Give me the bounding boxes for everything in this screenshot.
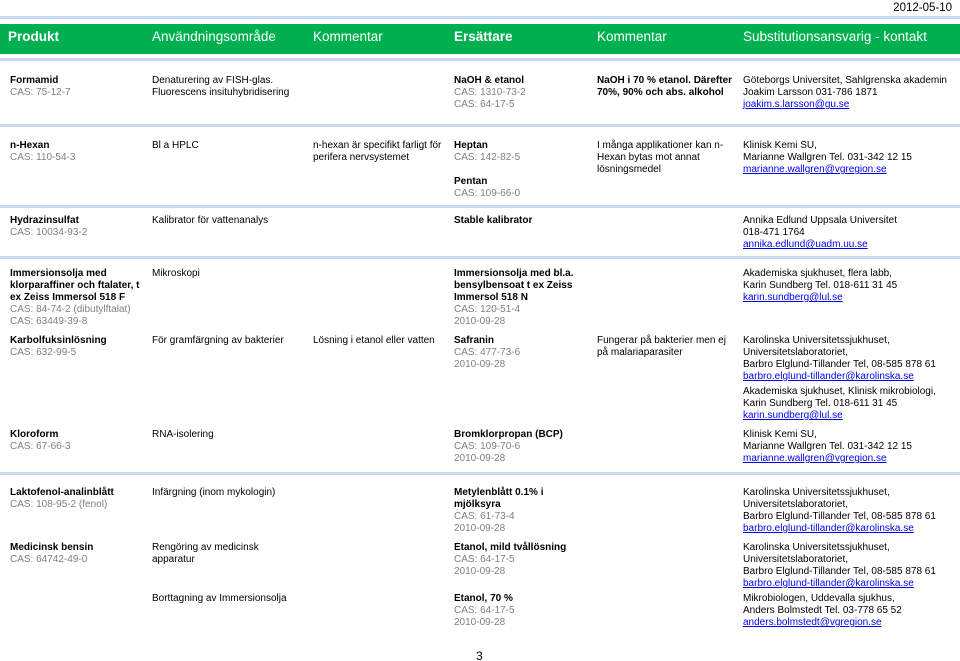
- row-3-produkt-cas: CAS: 10034-93-2: [10, 227, 88, 238]
- row-7-produkt: Laktofenol-analinblått: [10, 487, 114, 498]
- row-4-ersattare: Immersionsolja med bl.a. bensylbensoat t ex Zeiss Immersol 518 N: [454, 268, 574, 303]
- row-2-email-link[interactable]: marianne.wallgren@vgregion.se: [743, 164, 887, 175]
- row-6-ersattare: Bromklorpropan (BCP): [454, 429, 563, 440]
- row-1-kontakt: Göteborgs Universitet, Sahlgrenska akademin: [743, 75, 947, 86]
- row-2-kommentar-1: n-hexan är specifikt farligt för perifera nervsystemet: [313, 140, 442, 163]
- row-4-kontakt: Akademiska sjukhuset, flera labb,: [743, 268, 892, 279]
- row-2-kommentar-2: I många applikationer kan n-Hexan bytas mot annat lösningsmedel: [597, 140, 724, 175]
- row-2-ersattare: Heptan: [454, 140, 488, 151]
- row-separator: [0, 205, 960, 208]
- row-2-ersattare-2: Pentan: [454, 176, 488, 187]
- row-7-kontakt: Karolinska Universitetssjukhuset,: [743, 487, 890, 498]
- row-5-kontakt-3: Barbro Elglund-Tillander Tel, 08-585 878 61: [743, 359, 936, 370]
- row-1-email-link[interactable]: joakim.s.larsson@gu.se: [743, 99, 850, 110]
- row-7-ersattare: Metylenblått 0.1% i mjölksyra: [454, 487, 544, 510]
- row-5-anvandning: För gramfärgning av bakterier: [152, 335, 284, 346]
- row-7-kontakt-3: Barbro Elglund-Tillander Tel, 08-585 878 61: [743, 511, 936, 522]
- row-2-kontakt-2: Marianne Wallgren Tel. 031-342 12 15: [743, 152, 912, 163]
- row-8-ersattare-date: 2010-09-28: [454, 566, 506, 577]
- row-5-kommentar-2: Fungerar på bakterier men ej på malariaparasiter: [597, 335, 726, 358]
- row-5-kontakt: Karolinska Universitetssjukhuset,: [743, 335, 890, 346]
- row-9-anvandning: Borttagning av Immersionsolja: [152, 593, 287, 604]
- row-7-ersattare-cas: CAS: 61-73-4: [454, 511, 515, 522]
- row-5-produkt: Karbolfuksinlösning: [10, 335, 107, 346]
- document-date: 2012-05-10: [893, 2, 952, 14]
- row-9-ersattare: Etanol, 70 %: [454, 593, 513, 604]
- row-2-kontakt: Klinisk Kemi SU,: [743, 140, 817, 151]
- header-bottom-rule: [0, 58, 960, 61]
- row-2-anvandning: Bl a HPLC: [152, 140, 199, 151]
- row-6-email-link[interactable]: marianne.wallgren@vgregion.se: [743, 453, 887, 464]
- row-5-produkt-cas: CAS: 632-99-5: [10, 347, 77, 358]
- row-5-kontakt-2: Universitetslaboratoriet,: [743, 347, 849, 358]
- row-7-ersattare-date: 2010-09-28: [454, 523, 506, 534]
- header-produkt: Produkt: [8, 29, 60, 44]
- row-8-kontakt-2: Universitetslaboratoriet,: [743, 554, 849, 565]
- row-9-kontakt: Mikrobiologen, Uddevalla sjukhus,: [743, 593, 895, 604]
- row-3-anvandning: Kalibrator för vattenanalys: [152, 215, 269, 226]
- row-6-anvandning: RNA-isolering: [152, 429, 214, 440]
- row-1-ersattare-cas: CAS: 1310-73-2: [454, 87, 526, 98]
- row-6-ersattare-date: 2010-09-28: [454, 453, 506, 464]
- row-2-produkt: n-Hexan: [10, 140, 50, 151]
- row-4-produkt-cas: CAS: 84-74-2 (dibutylftalat): [10, 304, 131, 315]
- row-2-ersattare-cas: CAS: 142-82-5: [454, 152, 521, 163]
- row-3-kontakt: Annika Edlund Uppsala Universitet: [743, 215, 897, 226]
- row-7-kontakt-2: Universitetslaboratoriet,: [743, 499, 849, 510]
- row-4-email-link[interactable]: karin.sundberg@lul.se: [743, 292, 843, 303]
- row-1-anvandning: Denaturering av FISH-glas. Fluorescens insituhybridisering: [152, 75, 290, 98]
- row-3-produkt: Hydrazinsulfat: [10, 215, 79, 226]
- row-2-produkt-cas: CAS: 110-54-3: [10, 152, 76, 163]
- row-2-ersattare-2-cas: CAS: 109-66-0: [454, 188, 521, 199]
- row-5-ersattare-date: 2010-09-28: [454, 359, 506, 370]
- row-3-email-link[interactable]: annika.edlund@uadm.uu.se: [743, 239, 868, 250]
- row-4-produkt: Immersionsolja med klorparaffiner och ftalater, t ex Zeiss Immersol 518 F: [10, 268, 140, 303]
- row-9-email-link[interactable]: anders.bolmstedt@vgregion.se: [743, 617, 882, 628]
- row-8-anvandning: Rengöring av medicinsk apparatur: [152, 542, 259, 565]
- row-8-email-link[interactable]: barbro.elglund-tillander@karolinska.se: [743, 578, 914, 589]
- header-substitutionsansvarig: Substitutionsansvarig - kontakt: [743, 29, 927, 44]
- header-anvandningsomrade: Användningsområde: [152, 29, 276, 44]
- row-6-kontakt: Klinisk Kemi SU,: [743, 429, 817, 440]
- row-8-kontakt-3: Barbro Elglund-Tillander Tel, 08-585 878 61: [743, 566, 936, 577]
- row-1-kommentar: NaOH i 70 % etanol. Därefter 70%, 90% och abs. alkohol: [597, 75, 733, 98]
- row-5-kontakt-b: Akademiska sjukhuset, Klinisk mikrobiologi,: [743, 386, 936, 397]
- row-1-ersattare: NaOH & etanol: [454, 75, 525, 86]
- row-4-ersattare-cas: CAS: 120-51-4: [454, 304, 521, 315]
- header-top-rule: [0, 16, 960, 19]
- row-6-ersattare-cas: CAS: 109-70-6: [454, 441, 521, 452]
- row-separator: [0, 472, 960, 475]
- row-9-ersattare-date: 2010-09-28: [454, 617, 506, 628]
- row-4-ersattare-date: 2010-09-28: [454, 316, 506, 327]
- row-4-anvandning: Mikroskopi: [152, 268, 200, 279]
- row-5-kontakt-b-2: Karin Sundberg Tel. 018-611 31 45: [743, 398, 898, 409]
- table-header: [0, 24, 960, 54]
- row-6-kontakt-2: Marianne Wallgren Tel. 031-342 12 15: [743, 441, 912, 452]
- row-9-ersattare-cas: CAS: 64-17-5: [454, 605, 515, 616]
- row-8-ersattare-cas: CAS: 64-17-5: [454, 554, 515, 565]
- row-5-ersattare: Safranin: [454, 335, 495, 346]
- row-8-produkt: Medicinsk bensin: [10, 542, 94, 553]
- header-kommentar-2: Kommentar: [597, 29, 667, 44]
- row-8-kontakt: Karolinska Universitetssjukhuset,: [743, 542, 890, 553]
- row-1-produkt: Formamid: [10, 75, 59, 86]
- row-5-ersattare-cas: CAS: 477-73-6: [454, 347, 521, 358]
- row-8-produkt-cas: CAS: 64742-49-0: [10, 554, 88, 565]
- row-6-produkt-cas: CAS: 67-66-3: [10, 441, 71, 452]
- row-7-produkt-cas: CAS: 108-95-2 (fenol): [10, 499, 108, 510]
- header-ersattare: Ersättare: [454, 29, 513, 44]
- row-9-kontakt-2: Anders Bolmstedt Tel. 03-778 65 52: [743, 605, 902, 616]
- header-kommentar-1: Kommentar: [313, 29, 383, 44]
- row-1-produkt-cas: CAS: 75-12-7: [10, 87, 71, 98]
- page-number: 3: [476, 649, 483, 661]
- row-1-kontakt-2: Joakim Larsson 031-786 1871: [743, 87, 878, 98]
- row-5-email-b-link[interactable]: karin.sundberg@lul.se: [743, 410, 843, 421]
- row-8-ersattare: Etanol, mild tvållösning: [454, 542, 567, 553]
- row-7-anvandning: Infärgning (inom mykologin): [152, 487, 276, 498]
- row-3-kontakt-2: 018-471 1764: [743, 227, 805, 238]
- row-6-produkt: Kloroform: [10, 429, 59, 440]
- row-separator: [0, 124, 960, 127]
- row-3-ersattare: Stable kalibrator: [454, 215, 533, 226]
- row-4-produkt-cas-2: CAS: 63449-39-8: [10, 316, 88, 327]
- row-4-kontakt-2: Karin Sundberg Tel. 018-611 31 45: [743, 280, 898, 291]
- row-5-email-link[interactable]: barbro.elglund-tillander@karolinska.se: [743, 371, 914, 382]
- row-separator: [0, 256, 960, 259]
- row-7-email-link[interactable]: barbro.elglund-tillander@karolinska.se: [743, 523, 914, 534]
- row-5-kommentar-1: Lösning i etanol eller vatten: [313, 335, 435, 346]
- row-1-ersattare-cas-2: CAS: 64-17-5: [454, 99, 515, 110]
